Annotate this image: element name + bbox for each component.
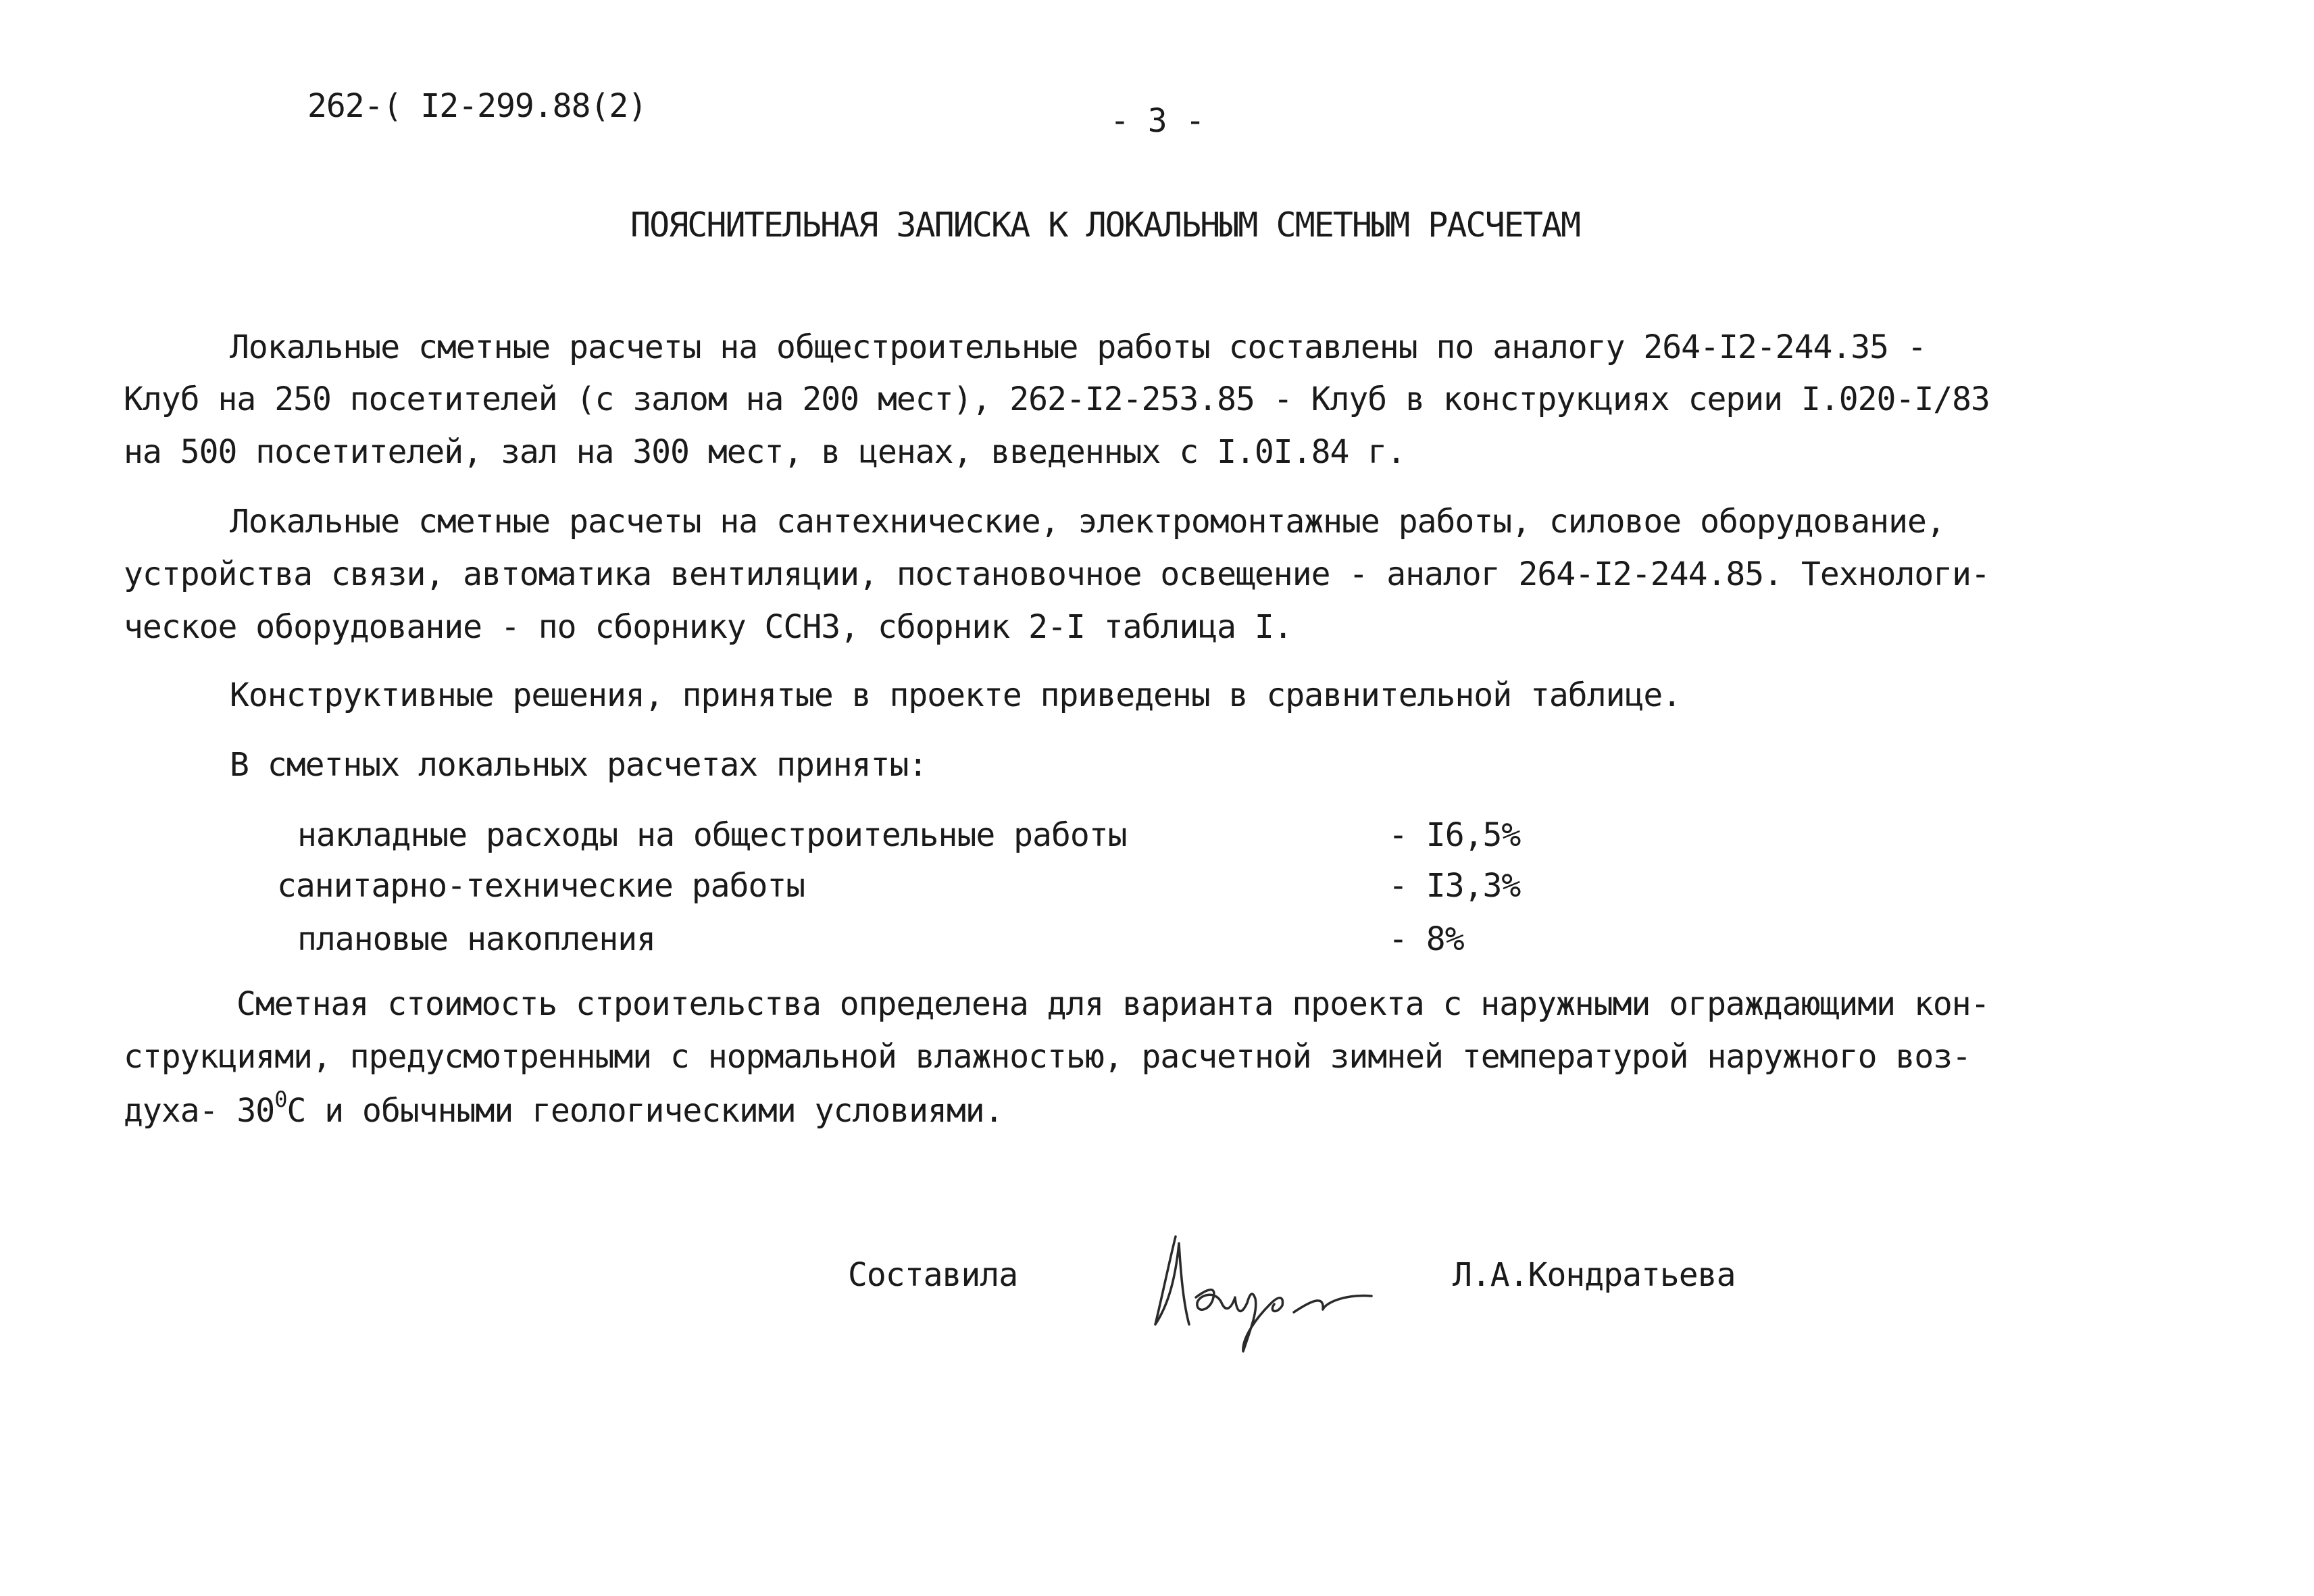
page-number: - 3 - bbox=[1110, 102, 1205, 140]
text-line: Локальные сметные расчеты на общестроительные работы составлены по аналогу 264-I2-244.35 - bbox=[230, 328, 1926, 366]
document-title: ПОЯСНИТЕЛЬНАЯ ЗАПИСКА К ЛОКАЛЬНЫМ СМЕТНЫМ РАСЧЕТАМ bbox=[630, 205, 1580, 245]
text-line: Клуб на 250 посетителей (с залом на 200 мест), 262-I2-253.85 - Клуб в конструкциях серии I.020-I/83 bbox=[124, 380, 1990, 418]
text-line bbox=[124, 1087, 1003, 1130]
text-line: ческое оборудование - по сборнику ССНЗ, сборник 2-I таблица I. bbox=[124, 608, 1292, 646]
rate-value: - I3,3% bbox=[1388, 867, 1521, 905]
paragraph-structural-solutions: Конструктивные решения, принятые в проекте приведены в сравнительной таблице. bbox=[230, 676, 1682, 714]
text-line: на 500 посетителей, зал на 300 мест, в ценах, введенных с I.0I.84 г. bbox=[124, 433, 1406, 471]
signature-label: Составила bbox=[848, 1256, 1018, 1294]
degree-superscript: 0 bbox=[274, 1087, 287, 1112]
text-fragment: С и обычными геологическими условиями. bbox=[286, 1092, 1003, 1130]
rate-label: накладные расходы на общестроительные работы bbox=[297, 816, 1127, 854]
rate-value: - I6,5% bbox=[1388, 816, 1521, 854]
text-line: струкциями, предусмотренными с нормальной влажностью, расчетной зимней температурой наружного воз- bbox=[124, 1038, 1971, 1076]
text-line: устройства связи, автоматика вентиляции, постановочное освещение - аналог 264-I2-244.85. Технологи- bbox=[124, 555, 1990, 593]
paragraph-rates-intro: В сметных локальных расчетах приняты: bbox=[230, 746, 928, 784]
text-line: Локальные сметные расчеты на сантехнические, электромонтажные работы, силовое оборудование, bbox=[230, 503, 1945, 541]
signatory-name: Л.А.Кондратьева bbox=[1453, 1256, 1736, 1294]
text-fragment: духа- 30 bbox=[124, 1092, 275, 1130]
text-line: Сметная стоимость строительства определена для варианта проекта с наружными ограждающими кон- bbox=[236, 985, 1990, 1023]
document-code: 262-( I2-299.88(2) bbox=[307, 87, 647, 125]
rate-label: санитарно-технические работы bbox=[277, 867, 805, 905]
rate-value: - 8% bbox=[1388, 920, 1464, 958]
handwritten-signature bbox=[1149, 1223, 1405, 1358]
rate-label: плановые накопления bbox=[297, 920, 656, 958]
